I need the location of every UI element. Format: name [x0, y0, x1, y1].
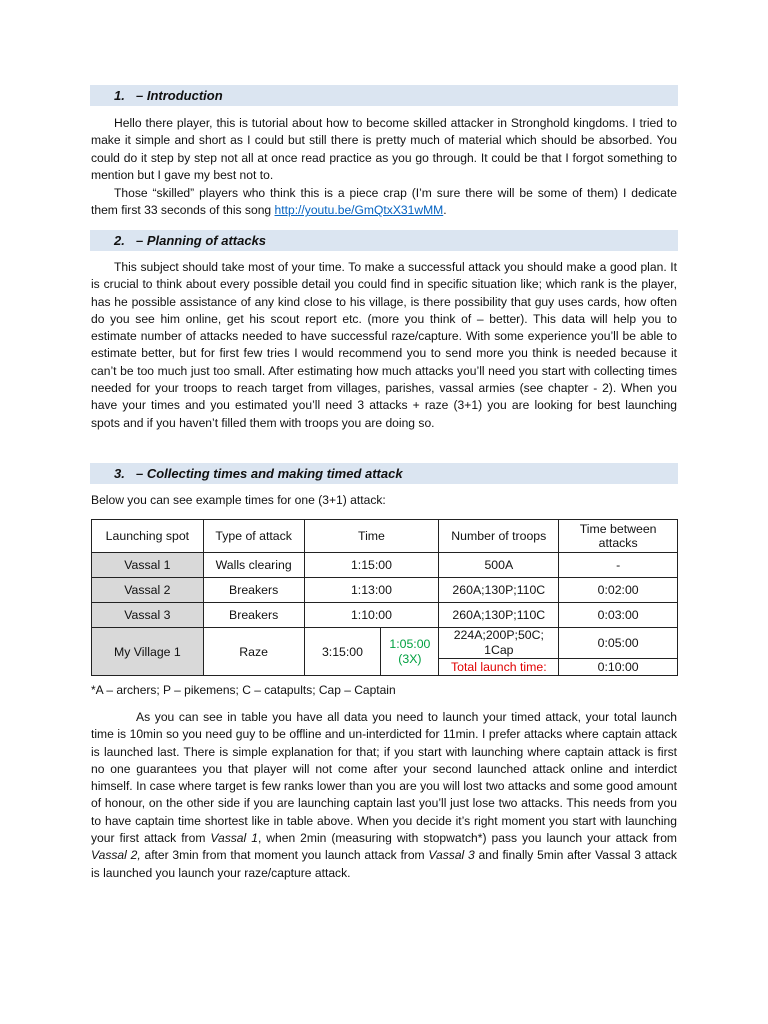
timed-attack-paragraph — [91, 709, 677, 882]
table-intro: Below you can see example times for one (3+1) attack: — [91, 493, 386, 507]
table-row — [92, 578, 678, 603]
cell-spot: Vassal 2 — [92, 578, 204, 603]
text-vassal-2: Vassal 2, — [91, 848, 141, 863]
text-vassal-1: Vassal 1 — [210, 831, 258, 846]
cell-type: Breakers — [203, 578, 304, 603]
intro-paragraph-2-text: Those “skilled” players who think this is a piece crap (I’m sure there will be some of them) I dedicate them first 33 seconds of this song — [91, 186, 677, 218]
header-type-of-attack: Type of attack — [203, 520, 304, 553]
table-row-captain — [92, 628, 678, 659]
cell-time: 1:15:00 — [304, 553, 439, 578]
total-label: Total launch time: — [439, 659, 559, 676]
cell-between: 0:03:00 — [559, 603, 678, 628]
cell-spot: My Village 1 — [92, 628, 204, 676]
intro-paragraph-2 — [91, 185, 677, 220]
header-time: Time — [304, 520, 439, 553]
cell-troops: 224A;200P;50C; 1Cap — [439, 628, 559, 659]
total-value: 0:10:00 — [559, 659, 678, 676]
section-heading-planning — [90, 230, 678, 251]
attack-times-table — [91, 519, 678, 676]
cell-troops: 260A;130P;110C — [439, 578, 559, 603]
text-part: As you can see in table you have all data you need to launch your timed attack, your total launch time is 10min so you need guy to be offline and un-interdicted for 11min. I prefer attacks where captain attack is launched last. There is simple explanation for that; if you start with launching where captain attack is first no one guarantees you that player will not come after your second launched attack online and interdict himself. In case where target is few ranks lower than you are you will lost two attacks and some good amount of honour, on the other side if you are launching captain last you’ll just lose two attacks. This needs from you to have captain time shortest like in table above. When you decide it’s right moment you start with launching your first attack from — [91, 710, 677, 846]
cell-type: Raze — [203, 628, 304, 676]
cell-type: Walls clearing — [203, 553, 304, 578]
planning-paragraph: This subject should take most of your time. To make a successful attack you should make a good plan. It is crucial to think about every possible detail you could find in specific situation like; which rank is the player, has he possible assistance of any kind close to his village, is there possibility that guy uses cards, how often do you see him online, get his scout report etc. (more you think of – better). This data will help you to estimate number of attacks needed to have successful raze/capture. With some experience you’ll be able to estimate better, but for first few tries I would recommend you to send more you think is needed because it can’t be too much just too small. After estimating how much attacks you’ll need you start with collecting times needed for your troops to reach target from villages, parishes, vassal armies (see chapter - 2). When you have your times and you estimated you’ll need 3 attacks + raze (3+1) you are looking for best launching spots and if you haven’t filled them with troops you are doing so. — [91, 260, 677, 430]
cell-between: 0:05:00 — [559, 628, 678, 659]
section-heading-timed-attack — [90, 463, 678, 484]
time-card-note: (3X) — [398, 651, 422, 666]
text-part: , when 2min (measuring with stopwatch*) pass you launch your attack from — [257, 831, 678, 846]
section-number: 3. — [114, 466, 125, 481]
section-number: 2. — [114, 233, 125, 248]
intro-paragraph-1: Hello there player, this is tutorial about how to become skilled attacker in Stronghold kingdoms. I tried to make it simple and short as I could but still there is pretty much of material which should be absorbed. You could do it step by step not all at once read practice as you go through. It could be that I forgot something to mention but I gave my best not to. — [91, 116, 677, 182]
table-header-row — [92, 520, 678, 553]
cell-between: - — [559, 553, 678, 578]
section-title: – Collecting times and making timed attack — [136, 466, 403, 481]
cell-spot: Vassal 3 — [92, 603, 204, 628]
table-row — [92, 553, 678, 578]
text-vassal-3: Vassal 3 — [428, 848, 475, 863]
cell-time: 1:13:00 — [304, 578, 439, 603]
section-title: – Planning of attacks — [136, 233, 267, 248]
cell-between: 0:02:00 — [559, 578, 678, 603]
song-link[interactable]: http://youtu.be/GmQtxX31wMM — [274, 203, 444, 218]
text-part: after 3min from that moment you launch attack from — [140, 848, 429, 863]
intro-paragraph-2-end: . — [443, 203, 447, 218]
time-card-value: 1:05:00 — [389, 636, 431, 651]
cell-spot: Vassal 1 — [92, 553, 204, 578]
section-heading-introduction — [90, 85, 678, 106]
table-row — [92, 603, 678, 628]
header-number-of-troops: Number of troops — [439, 520, 559, 553]
header-launching-spot: Launching spot — [92, 520, 204, 553]
section-title: – Introduction — [136, 88, 223, 103]
section-number: 1. — [114, 88, 125, 103]
cell-time: 3:15:00 — [304, 628, 381, 676]
cell-troops: 260A;130P;110C — [439, 603, 559, 628]
cell-type: Breakers — [203, 603, 304, 628]
header-time-between: Time between attacks — [559, 520, 678, 553]
cell-time-card — [381, 628, 439, 676]
troop-legend: *A – archers; P – pikemens; C – catapults; Cap – Captain — [91, 683, 396, 697]
cell-time: 1:10:00 — [304, 603, 439, 628]
text-part: and finally 5min after Vassal 3 attack is launched you launch your raze/capture attack. — [91, 848, 677, 880]
cell-troops: 500A — [439, 553, 559, 578]
